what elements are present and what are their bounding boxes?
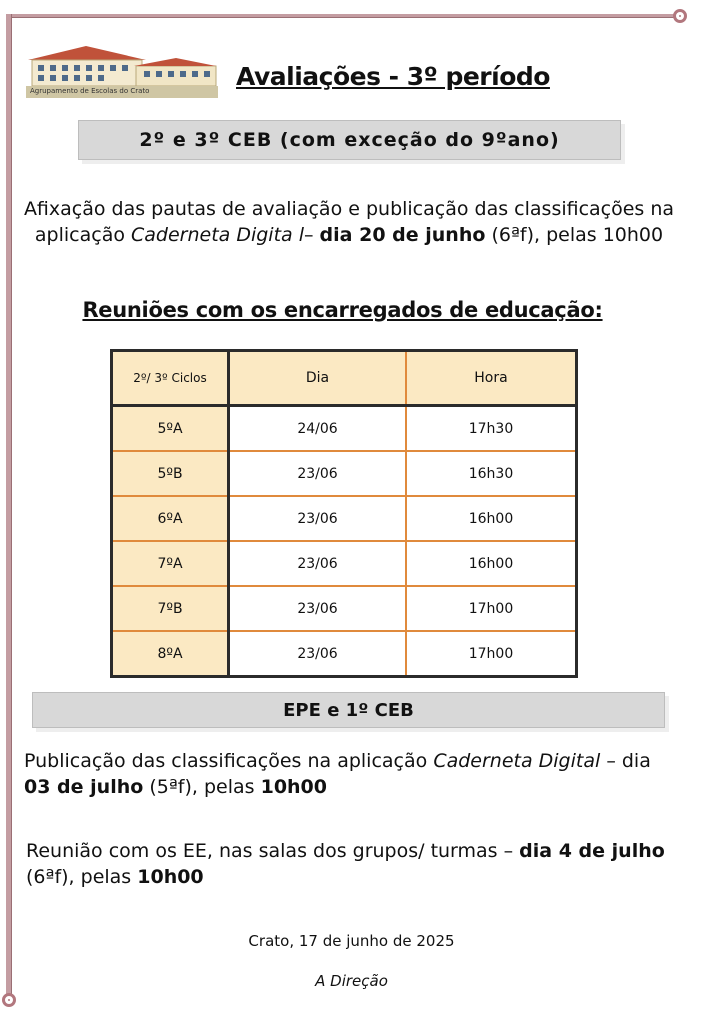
class-cell: 5ºA	[112, 406, 229, 452]
day-cell: 23/06	[229, 496, 407, 541]
notice-text: (6ªf), pelas 10h00	[485, 224, 664, 246]
page-title: Avaliações - 3º período	[236, 62, 550, 91]
notice-time: 10h00	[137, 866, 204, 888]
section-banner-ceb: 2º e 3º CEB (com exceção do 9ºano)	[78, 120, 621, 160]
notice-time: 10h00	[260, 776, 328, 798]
table-row	[112, 406, 577, 452]
footer-date: Crato, 17 de junho de 2025	[248, 932, 455, 950]
epe-meeting-notice	[26, 838, 666, 890]
class-cell: 7ºB	[112, 586, 229, 631]
section-banner-epe: EPE e 1º CEB	[32, 692, 665, 728]
day-cell: 24/06	[229, 406, 407, 452]
meetings-table	[110, 349, 578, 678]
notice-text: Reunião com os EE, nas salas dos grupos/ turmas –	[26, 840, 520, 862]
table-row	[112, 631, 577, 677]
table-header-time: Hora	[406, 351, 577, 406]
notice-text: Publicação das classificações na aplicação	[24, 750, 434, 772]
table-row	[112, 496, 577, 541]
scroll-border-left	[6, 14, 12, 999]
time-cell: 17h30	[406, 406, 577, 452]
notice-text: Afixação das pautas de avaliação e publicação das classificações na aplicação	[23, 198, 675, 246]
meetings-heading: Reuniões com os encarregados de educação:	[82, 298, 603, 322]
class-cell: 8ºA	[112, 631, 229, 677]
day-cell: 23/06	[229, 586, 407, 631]
notice-date: dia 4 de julho	[519, 840, 665, 862]
class-cell: 5ºB	[112, 451, 229, 496]
day-cell: 23/06	[229, 451, 407, 496]
table-header-row	[112, 351, 577, 406]
logo-caption: Agrupamento de Escolas do Crato	[30, 87, 150, 95]
day-cell: 23/06	[229, 631, 407, 677]
notice-date: dia 20 de junho	[319, 224, 486, 246]
notice-text: (6ªf), pelas	[26, 866, 138, 888]
time-cell: 16h00	[406, 496, 577, 541]
time-cell: 16h00	[406, 541, 577, 586]
table-header-cycles: 2º/ 3º Ciclos	[112, 351, 229, 406]
scroll-curl-icon	[673, 9, 687, 23]
table-header-day: Dia	[229, 351, 407, 406]
table-row	[112, 586, 577, 631]
scroll-curl-icon	[2, 993, 16, 1007]
notice-text: – dia	[600, 750, 651, 772]
publication-notice	[14, 196, 684, 248]
notice-date: 03 de julho	[24, 776, 144, 798]
epe-publication-notice	[24, 748, 664, 800]
table-row	[112, 541, 577, 586]
class-cell: 6ºA	[112, 496, 229, 541]
class-cell: 7ºA	[112, 541, 229, 586]
day-cell: 23/06	[229, 541, 407, 586]
time-cell: 17h00	[468, 645, 514, 662]
time-cell: 16h30	[406, 451, 577, 496]
notice-app-name: Caderneta Digital	[433, 750, 601, 772]
footer-signature: A Direção	[315, 972, 388, 990]
time-cell: 17h00	[406, 586, 577, 631]
notice-app-name: Caderneta Digita l	[131, 224, 304, 246]
notice-text: (5ªf), pelas	[143, 776, 261, 798]
table-row	[112, 451, 577, 496]
notice-text: –	[304, 224, 320, 246]
scroll-border-top	[8, 14, 680, 18]
